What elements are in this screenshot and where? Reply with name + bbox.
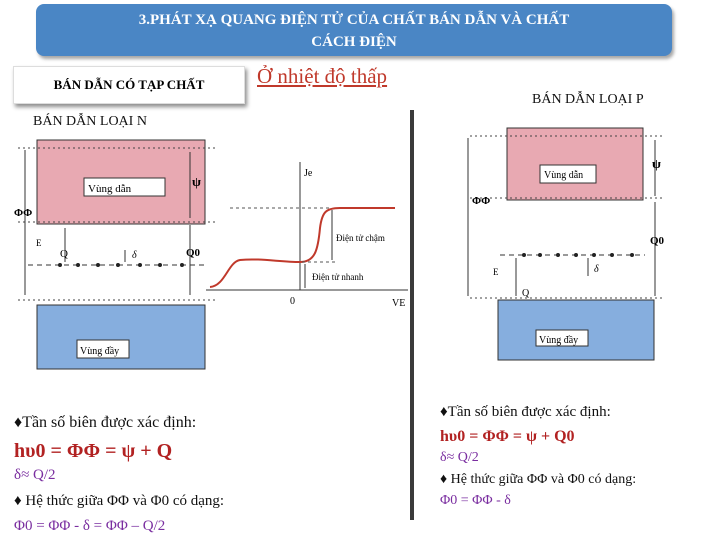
n-type-label: BÁN DẪN LOẠI N xyxy=(33,114,147,129)
n-e-label: E xyxy=(36,238,42,248)
slow-electron-label: Điện tử chậm xyxy=(336,233,385,243)
impurity-semiconductor-label: BÁN DẪN CÓ TẠP CHẤT xyxy=(13,66,245,104)
low-temperature-subtitle: Ở nhiệt độ thấp xyxy=(257,64,388,88)
n-delta-label: δ xyxy=(132,250,137,261)
n-psi-label: ψ xyxy=(192,174,201,189)
p-psi-label: ψ xyxy=(652,156,661,171)
right-formula-main: hυ0 = ΦΦ = ψ + Q0 xyxy=(440,428,575,445)
n-q0-label: Q0 xyxy=(186,247,201,259)
p-phi-label: ΦΦ xyxy=(472,195,491,207)
graph-y-label: Je xyxy=(304,168,313,179)
right-formula-relation: ♦ Hệ thức giữa ΦΦ và Φ0 có dạng: xyxy=(440,472,637,487)
p-conduction-band xyxy=(507,128,643,200)
p-e-label: E xyxy=(493,267,499,277)
n-conduction-text: Vùng dẫn xyxy=(88,183,132,195)
left-formula-delta: δ≈ Q/2 xyxy=(14,467,56,483)
title-line-2: CÁCH ĐIỆN xyxy=(311,34,397,50)
n-q-label: Q xyxy=(60,248,68,260)
p-conduction-text: Vùng dẫn xyxy=(544,170,584,181)
p-q-label: Q xyxy=(522,288,530,299)
p-valence-text: Vùng đầy xyxy=(539,335,579,346)
left-formula-relation: ♦ Hệ thức giữa ΦΦ và Φ0 có dạng: xyxy=(14,493,225,509)
graph-x-label: VE xyxy=(392,298,406,309)
left-formula-main: hυ0 = ΦΦ = ψ + Q xyxy=(14,440,173,462)
right-formula-result: Φ0 = ΦΦ - δ xyxy=(440,493,511,508)
fast-electron-label: Điện tử nhanh xyxy=(312,272,364,282)
right-formula-delta: δ≈ Q/2 xyxy=(440,450,479,465)
left-formula-intro: ♦Tần số biên được xác định: xyxy=(14,414,197,431)
n-phi-label: ΦΦ xyxy=(14,207,33,219)
graph-origin: 0 xyxy=(290,296,295,307)
right-formula-intro: ♦Tần số biên được xác định: xyxy=(440,404,611,420)
left-formula-result: Φ0 = ΦΦ - δ = ΦΦ – Q/2 xyxy=(14,518,166,534)
p-delta-label: δ xyxy=(594,264,599,275)
title-line-1: 3.PHÁT XẠ QUANG ĐIỆN TỬ CỦA CHẤT BÁN DẪN VÀ CHẤT xyxy=(138,12,570,28)
p-type-label: BÁN DẪN LOẠI P xyxy=(532,92,644,107)
p-q0-label: Q0 xyxy=(650,235,665,247)
n-valence-text: Vùng đầy xyxy=(80,346,120,357)
